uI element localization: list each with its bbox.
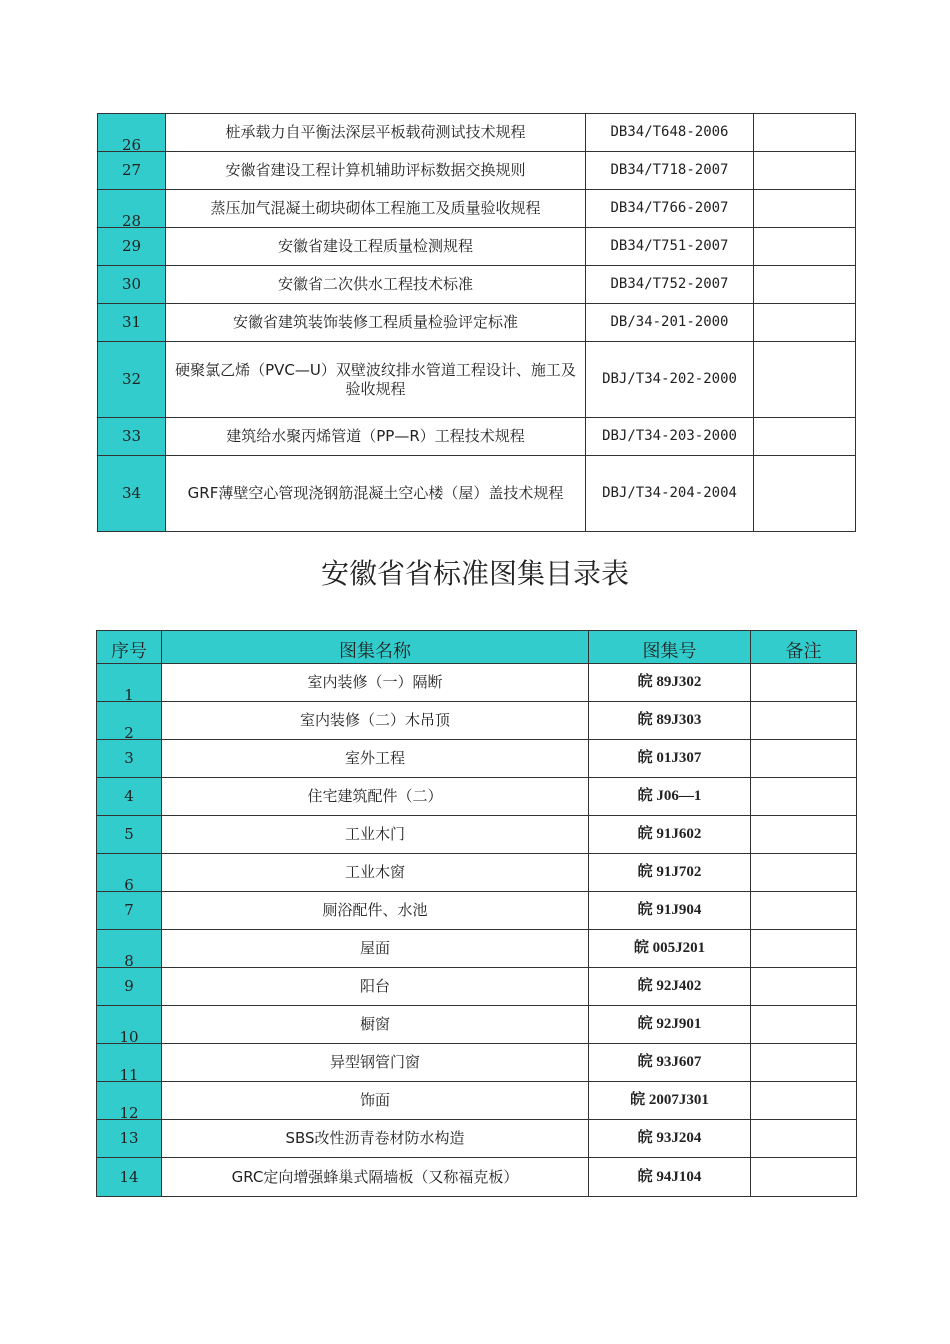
standard-code: DB34/T766-2007 (586, 190, 754, 228)
row-number: 7 (97, 892, 162, 930)
row-note (754, 228, 856, 266)
row-note (754, 152, 856, 190)
standard-code: DB/34-201-2000 (586, 304, 754, 342)
row-note (754, 342, 856, 418)
standard-code: DB34/T718-2007 (586, 152, 754, 190)
row-note (751, 1044, 857, 1082)
table-row (97, 968, 857, 1006)
atlas-table (96, 630, 857, 1197)
atlas-code: 皖 89J302 (589, 664, 751, 702)
atlas-name: 屋面 (162, 930, 589, 968)
standard-code: DBJ/T34-203-2000 (586, 418, 754, 456)
atlas-name: GRC定向增强蜂巢式隔墙板（又称福克板） (162, 1158, 589, 1197)
standard-name: 蒸压加气混凝土砌块砌体工程施工及质量验收规程 (166, 190, 586, 228)
row-number: 34 (98, 456, 166, 532)
header-no: 序号 (97, 631, 162, 664)
atlas-name: 异型钢管门窗 (162, 1044, 589, 1082)
table-row (97, 778, 857, 816)
row-number: 5 (97, 816, 162, 854)
atlas-code: 皖 94J104 (589, 1158, 751, 1197)
standard-code: DBJ/T34-202-2000 (586, 342, 754, 418)
row-note (751, 1006, 857, 1044)
atlas-code: 皖 91J702 (589, 854, 751, 892)
atlas-name: 室外工程 (162, 740, 589, 778)
row-note (751, 892, 857, 930)
atlas-code: 皖 01J307 (589, 740, 751, 778)
row-note (751, 702, 857, 740)
row-note (751, 930, 857, 968)
row-note (751, 1158, 857, 1197)
row-number: 8 (97, 930, 162, 968)
row-note (751, 968, 857, 1006)
row-number: 30 (98, 266, 166, 304)
row-note (754, 114, 856, 152)
table-row (97, 1082, 857, 1120)
row-number: 2 (97, 702, 162, 740)
row-number: 14 (97, 1158, 162, 1197)
row-note (751, 664, 857, 702)
standard-name: 桩承载力自平衡法深层平板载荷测试技术规程 (166, 114, 586, 152)
table-row (97, 930, 857, 968)
row-number: 13 (97, 1120, 162, 1158)
table-row (97, 1044, 857, 1082)
row-number: 12 (97, 1082, 162, 1120)
atlas-name: SBS改性沥青卷材防水构造 (162, 1120, 589, 1158)
atlas-name: 住宅建筑配件（二） (162, 778, 589, 816)
page-title: 安徽省省标准图集目录表 (320, 557, 629, 590)
row-number: 26 (98, 114, 166, 152)
atlas-code: 皖 93J204 (589, 1120, 751, 1158)
standard-name: 建筑给水聚丙烯管道（PP—R）工程技术规程 (166, 418, 586, 456)
table-row (97, 664, 857, 702)
table-row (97, 740, 857, 778)
row-number: 33 (98, 418, 166, 456)
table-row (97, 1158, 857, 1197)
table-row (97, 1120, 857, 1158)
row-note (754, 190, 856, 228)
standard-name: 安徽省建筑装饰装修工程质量检验评定标准 (166, 304, 586, 342)
row-number: 3 (97, 740, 162, 778)
table-row (98, 342, 856, 418)
atlas-code: 皖 005J201 (589, 930, 751, 968)
table-row (97, 1006, 857, 1044)
row-note (751, 816, 857, 854)
row-number: 29 (98, 228, 166, 266)
atlas-name: 工业木门 (162, 816, 589, 854)
standard-code: DB34/T648-2006 (586, 114, 754, 152)
row-note (754, 456, 856, 532)
header-code: 图集号 (589, 631, 751, 664)
table-row (98, 114, 856, 152)
table-row (98, 228, 856, 266)
table-row (98, 266, 856, 304)
table-row (97, 702, 857, 740)
atlas-code: 皖 89J303 (589, 702, 751, 740)
row-number: 4 (97, 778, 162, 816)
standard-name: GRF薄壁空心管现浇钢筋混凝土空心楼（屋）盖技术规程 (166, 456, 586, 532)
atlas-name: 阳台 (162, 968, 589, 1006)
row-note (751, 740, 857, 778)
table-header-row (97, 631, 857, 664)
standard-name: 安徽省建设工程计算机辅助评标数据交换规则 (166, 152, 586, 190)
atlas-name: 厕浴配件、水池 (162, 892, 589, 930)
atlas-name: 工业木窗 (162, 854, 589, 892)
table-row (98, 190, 856, 228)
row-number: 27 (98, 152, 166, 190)
standard-code: DB34/T751-2007 (586, 228, 754, 266)
atlas-code: 皖 91J904 (589, 892, 751, 930)
row-note (751, 1120, 857, 1158)
table-row (97, 816, 857, 854)
atlas-code: 皖 92J402 (589, 968, 751, 1006)
atlas-name: 饰面 (162, 1082, 589, 1120)
row-number: 28 (98, 190, 166, 228)
row-number: 9 (97, 968, 162, 1006)
header-note: 备注 (751, 631, 857, 664)
table-row (97, 892, 857, 930)
row-note (751, 1082, 857, 1120)
standard-name: 安徽省二次供水工程技术标准 (166, 266, 586, 304)
atlas-name: 室内装修（一）隔断 (162, 664, 589, 702)
table-row (98, 456, 856, 532)
row-number: 32 (98, 342, 166, 418)
standards-table (97, 113, 856, 532)
atlas-code: 皖 J06—1 (589, 778, 751, 816)
atlas-code: 皖 92J901 (589, 1006, 751, 1044)
table-row (98, 304, 856, 342)
row-note (751, 854, 857, 892)
row-note (751, 778, 857, 816)
atlas-name: 橱窗 (162, 1006, 589, 1044)
header-name: 图集名称 (162, 631, 589, 664)
row-note (754, 266, 856, 304)
row-number: 11 (97, 1044, 162, 1082)
row-number: 1 (97, 664, 162, 702)
standard-code: DBJ/T34-204-2004 (586, 456, 754, 532)
table-row (97, 854, 857, 892)
standard-code: DB34/T752-2007 (586, 266, 754, 304)
atlas-code: 皖 93J607 (589, 1044, 751, 1082)
standard-name: 硬聚氯乙烯（PVC—U）双壁波纹排水管道工程设计、施工及验收规程 (166, 342, 586, 418)
atlas-code: 皖 91J602 (589, 816, 751, 854)
table-row (98, 152, 856, 190)
row-number: 6 (97, 854, 162, 892)
atlas-code: 皖 2007J301 (589, 1082, 751, 1120)
row-note (754, 304, 856, 342)
table-row (98, 418, 856, 456)
row-number: 10 (97, 1006, 162, 1044)
row-note (754, 418, 856, 456)
atlas-name: 室内装修（二）木吊顶 (162, 702, 589, 740)
row-number: 31 (98, 304, 166, 342)
standard-name: 安徽省建设工程质量检测规程 (166, 228, 586, 266)
